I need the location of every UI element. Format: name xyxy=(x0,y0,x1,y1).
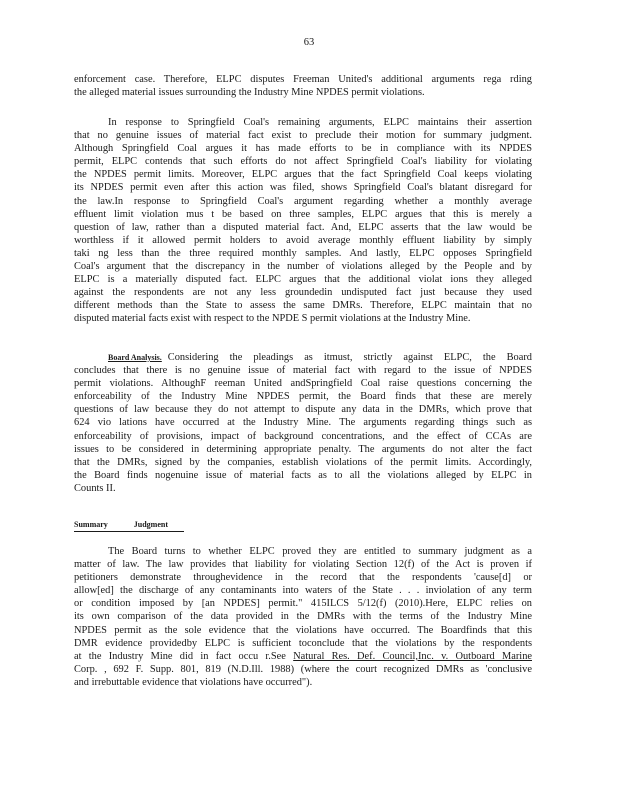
text-line: In response to Springfield Coal's remaining arguments, ELPC maintains their assertion xyxy=(108,117,532,128)
text-line: ELPC is a materially disputed fact. ELPC argues that the additional violat ions they alleged xyxy=(74,274,532,286)
text-line: enforceability of provisions, impact of background concentrations, and the effect of CCAs are xyxy=(74,430,532,442)
text-line: issues to be considered in determining appropriate penalty. The arguments do not alter the fact xyxy=(74,443,532,455)
text-line: The Board turns to whether ELPC proved they are entitled to summary judgment as a xyxy=(108,546,532,557)
text-line xyxy=(74,351,532,364)
text-line: or condition imposed by [an NPDES] permit." 415ILCS 5/12(f) (2010).Here, ELPC relies on xyxy=(74,598,532,610)
text-line: 624 vio lations have occurred at the Industry Mine. The arguments regarding things such as xyxy=(74,417,532,429)
text-line-content: Considering the pleadings as itmust, strictly against ELPC, the Board xyxy=(167,352,532,363)
text-line: Although Springfield Coal argues it has made efforts to be in compliance with its NPDES xyxy=(74,143,532,155)
paragraph-board-analysis xyxy=(74,351,532,495)
text-line: taki ng less than the three required monthly samples. And lastly, ELPC opposes Springfield xyxy=(74,247,532,259)
text-line: against the respondents are not any less groundedin undisputed fact just because they used xyxy=(74,287,532,299)
text-line: the alleged material issues surrounding the Industry Mine NPDES permit violations. xyxy=(74,87,425,99)
heading-underline xyxy=(74,518,184,532)
text-line-content: at the Industry Mine did in fact occu r.See xyxy=(74,650,294,662)
text-line: the law.In response to Springfield Coal's argument regarding whether a monthly average xyxy=(74,195,532,207)
heading-word-summary: Summary xyxy=(74,520,108,529)
text-line: concludes that there is no genuine issue of material fact with regard to the issue of NPDES xyxy=(74,365,532,377)
text-line: that no genuine issues of material fact exist to preclude their motion for summary judgment. xyxy=(74,130,532,142)
text-line: allow[ed] the discharge of any contaminants into waters of the State . . . inviolation of any term xyxy=(74,585,532,597)
text-line: disputed material facts exist with respect to the NPDE S permit violations at the Industry Mine. xyxy=(74,313,471,325)
text-line: questions of law because they do not attempt to dispute any data in the DMRs, which prove that xyxy=(74,404,532,416)
text-line: DMR evidence providedby ELPC is sufficient toconclude that the violations by the respondents xyxy=(74,637,532,649)
text-line: Coal's argument that the discrepancy in the number of violations alleged by the People and by xyxy=(74,261,532,273)
text-line: worthless if it allowed permit holders to avoid average monthly effluent liability by simply xyxy=(74,234,532,246)
text-line: petitioners demonstrate throughevidence in the record that the respondents 'cause[d] or xyxy=(74,572,532,584)
text-line: that the DMRs, signed by the companies, establish violations of the permit limits. Accordingly, xyxy=(74,456,532,468)
page-number: 63 xyxy=(303,37,315,48)
text-line: effluent limit violation mus t be based on three samples, ELPC argues that this is merely a xyxy=(74,208,532,220)
text-line: different methods than the State to assess the same DMRs. Therefore, ELPC maintain that no xyxy=(74,300,532,312)
paragraph-2 xyxy=(74,116,532,326)
text-line: question of law, rather than a disputed material fact. And, ELPC asserts that the law would be xyxy=(74,221,532,233)
text-line: permit, ELPC contends that such efforts do not affect Springfield Coal's liability for violating xyxy=(74,156,532,168)
text-line: Counts II. xyxy=(74,482,116,494)
text-line: NPDES permit as the sole evidence that the violations have occurred. The Boardfinds that this xyxy=(74,624,532,636)
heading-word-judgment: Judgment xyxy=(133,520,169,529)
paragraph-1 xyxy=(74,73,532,99)
summary-judgment-heading xyxy=(74,518,184,532)
text-line: permit violations. AlthoughF reeman United andSpringfield Coal raise questions concerning the xyxy=(74,378,532,390)
text-line: the NPDES permit limits. Moreover, ELPC argues that the fact Springfield Coal keeps violating xyxy=(74,169,532,181)
board-analysis-heading: Board Analysis. xyxy=(108,353,162,362)
text-line: enforcement case. Therefore, ELPC disputes Freeman United's additional arguments rega rding xyxy=(74,74,532,85)
text-line: and irrebuttable evidence that violations have occurred"). xyxy=(74,676,313,688)
text-line: matter of law. The law provides that liability for violating Section 12(f) of the Act is proven if xyxy=(74,559,532,571)
text-line: Corp. , 692 F. Supp. 801, 819 (N.D.Ill. 1988) (where the court recognized DMRs as 'conclusive xyxy=(74,663,532,675)
text-line xyxy=(74,650,532,663)
case-citation: Natural Res. Def. Council,Inc. v. Outboard Marine xyxy=(293,650,532,662)
text-line: the Board finds nogenuine issue of material facts as to all the violations alleged by ELPC in xyxy=(74,469,532,481)
text-line: its NPDES permit even after this action was filed, shows Springfield Coal's blatant disregard for xyxy=(74,182,532,194)
paragraph-summary-judgment xyxy=(74,545,532,689)
text-line: its own comparison of the data provided in the DMRs with the terms of the Industry Mine xyxy=(74,611,532,623)
text-line: enforceability of the Industry Mine NPDES permit, the Board finds that these are merely xyxy=(74,391,532,403)
